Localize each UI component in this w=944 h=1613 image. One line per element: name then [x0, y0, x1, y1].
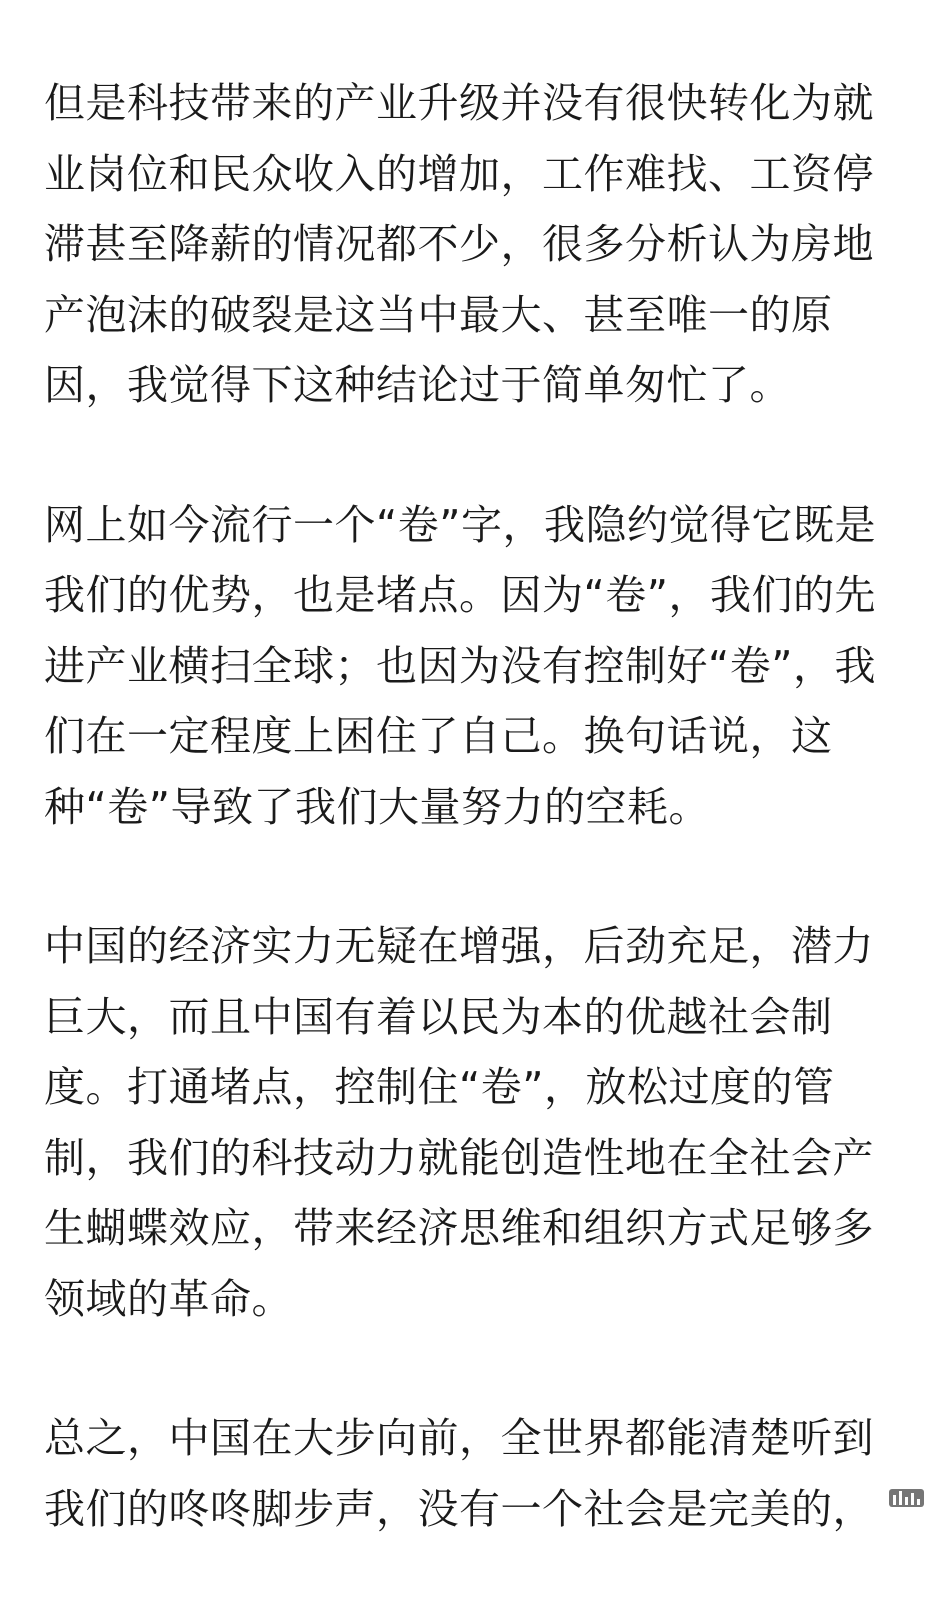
weibo-watermark-icon — [889, 1489, 924, 1507]
watermark-bar — [899, 1491, 902, 1505]
watermark-bar — [905, 1497, 908, 1505]
paragraph-1: 但是科技带来的产业升级并没有很快转化为就业岗位和民众收入的增加，工作难找、工资停滞甚至降薪的情况都不少，很多分析认为房地产泡沫的破裂是这当中最大、甚至唯一的原因，我觉得下这种结论过于简单匆忙了。 — [44, 79, 874, 409]
paragraph-2: 网上如今流行一个“卷”字，我隐约觉得它既是我们的优势，也是堵点。因为“卷”，我们的先进产业横扫全球；也因为没有控制好“卷”，我们在一定程度上困住了自己。换句话说，这种“卷”导致了我们大量努力的空耗。 — [44, 500, 876, 831]
watermark-bar — [893, 1495, 896, 1505]
watermark-bars — [889, 1489, 924, 1507]
paragraph-3: 中国的经济实力无疑在增强，后劲充足，潜力巨大，而且中国有着以民为本的优越社会制度。打通堵点，控制住“卷”，放松过度的管制，我们的科技动力就能创造性地在全社会产生蝴蝶效应，带来经济思维和组织方式足够多领域的革命。 — [44, 922, 874, 1323]
paragraph-4: 总之，中国在大步向前，全世界都能清楚听到我们的咚咚脚步声，没有一个社会是完美的， — [44, 1414, 874, 1533]
article-body — [44, 68, 894, 1613]
watermark-bar — [911, 1493, 914, 1505]
watermark-bar — [917, 1499, 920, 1505]
